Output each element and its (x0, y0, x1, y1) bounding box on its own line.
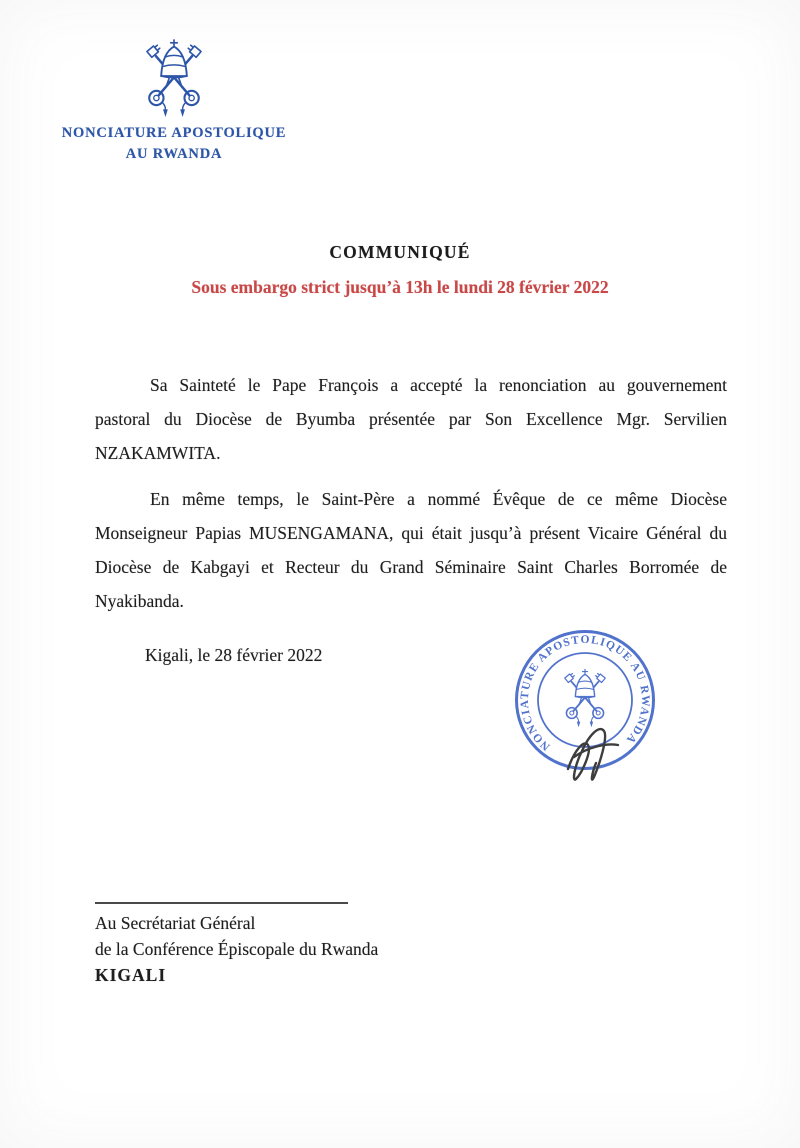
dateline: Kigali, le 28 février 2022 (145, 645, 323, 665)
footer-rule (95, 902, 348, 904)
letterhead (56, 38, 292, 165)
letterhead-org-name: NONCIATURE APOSTOLIQUE (61, 125, 287, 141)
signature-icon (568, 729, 618, 780)
recipient-block (95, 902, 515, 988)
nunciature-seal (512, 627, 658, 773)
letter-body (95, 368, 727, 618)
recipient-line-1: Au Secrétariat Général (95, 913, 256, 933)
letterhead-org-country: AU RWANDA (125, 146, 223, 162)
papal-tiara-crossed-keys-icon (138, 38, 210, 118)
embargo-notice: Sous embargo strict jusqu’à 13h le lundi 28 février 2022 (191, 277, 609, 297)
title-block (0, 242, 800, 298)
seal-ring-text: NONCIATURE APOSTOLIQUE AU RWANDA (518, 633, 652, 753)
body-paragraph-2: En même temps, le Saint-Père a nommé Évêque de ce même Diocèse Monseigneur Papias MUSENGAMANA, qui était jusqu’à présent Vicaire Général du Diocèse de Kabgayi et Recteur du Grand Séminaire Saint Charles Borromée de Nyakibanda. (95, 489, 727, 611)
body-paragraph-1: Sa Sainteté le Pape François a accepté la renonciation au gouvernement pastoral du Diocèse de Byumba présentée par Son Excellence Mgr. Servilien NZAKAMWITA. (95, 375, 727, 463)
recipient-line-2: de la Conférence Épiscopale du Rwanda (95, 939, 379, 959)
communique-title: COMMUNIQUÉ (329, 242, 471, 262)
recipient-city: KIGALI (95, 965, 167, 985)
